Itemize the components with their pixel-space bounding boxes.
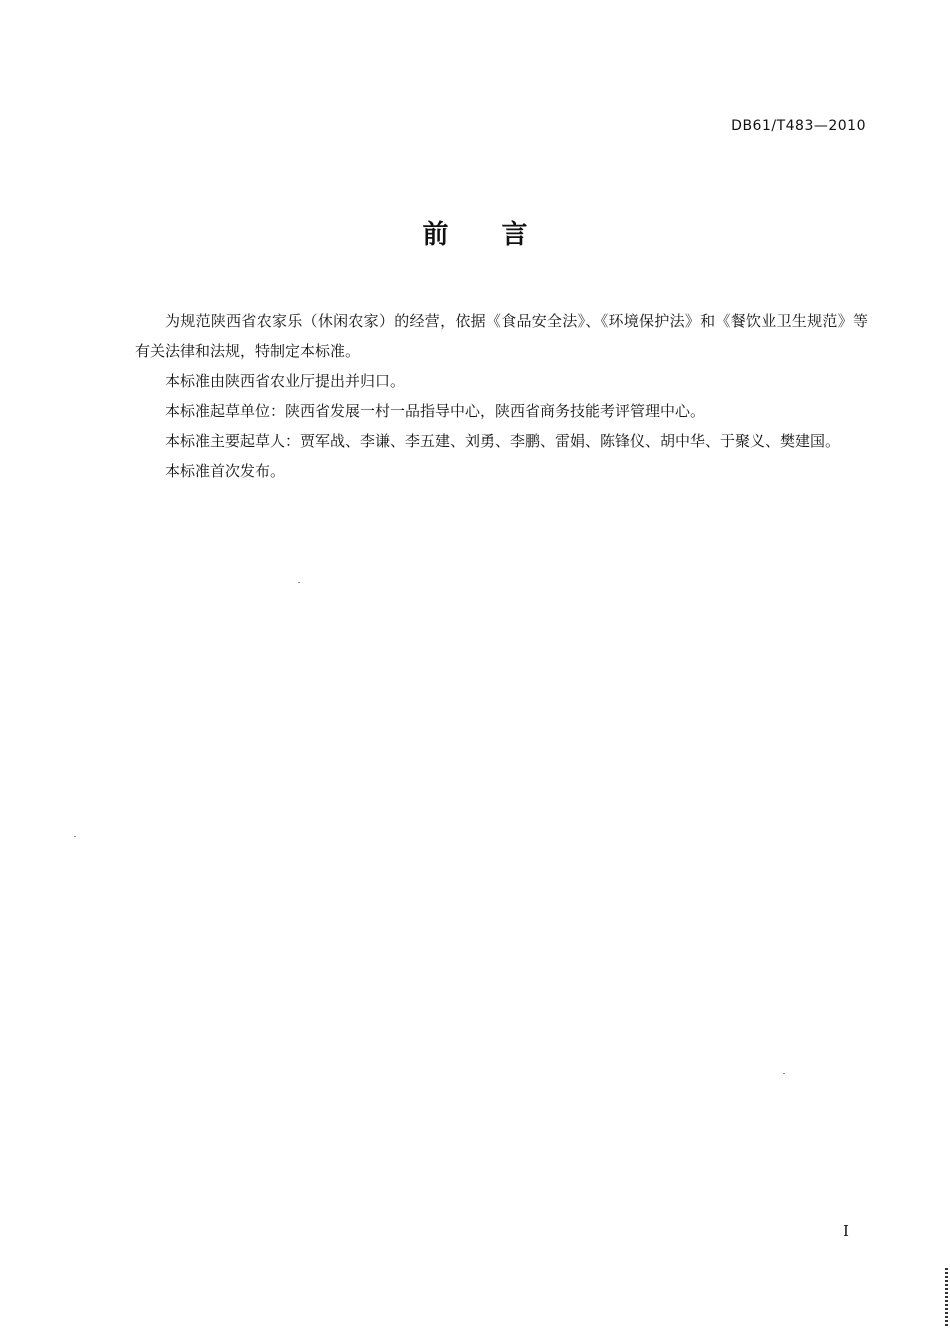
paragraph-drafting-units: 本标准起草单位：陕西省发展一村一品指导中心，陕西省商务技能考评管理中心。 [165,402,706,420]
scan-speck [74,836,76,837]
paragraph-purpose: 为规范陕西省农家乐（休闲农家）的经营，依据《食品安全法》、《环境保护法》和《餐饮业卫生规范》等有关法律和法规，特制定本标准。 [135,312,868,360]
page-number: I [843,1222,849,1240]
standard-code: DB61/T483—2010 [731,118,866,134]
scan-speck [298,582,300,583]
paragraph-proposer: 本标准由陕西省农业厅提出并归口。 [165,372,406,390]
paragraph-first-release: 本标准首次发布。 [165,462,286,480]
page-title: 前 言 [422,220,550,250]
paragraph-drafters: 本标准主要起草人：贾军战、李谦、李五建、刘勇、李鹏、雷娟、陈锋仪、胡中华、于聚义、樊建国。 [165,432,841,450]
body-text [135,306,868,486]
scan-edge-mark [945,1268,948,1328]
scan-speck [783,1073,785,1074]
